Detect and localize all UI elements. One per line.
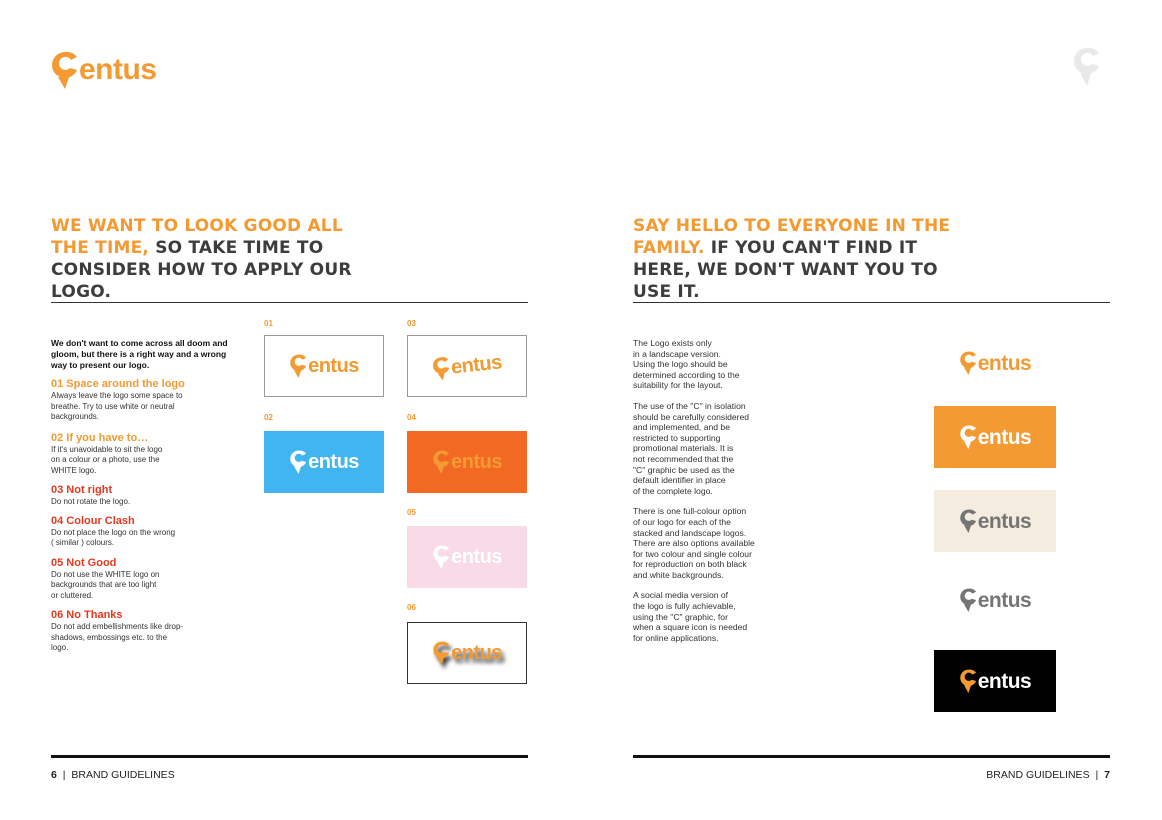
rule-text: Do not rotate the logo.	[51, 497, 131, 506]
rule-text: Do not use the WHITE logo on backgrounds that are too light or cluttered.	[51, 569, 160, 600]
family-logo	[959, 350, 1032, 376]
family-logo	[959, 508, 1032, 534]
right-text-column	[633, 338, 793, 643]
example-number: 03	[407, 319, 416, 328]
paragraph: There is one full-colour option of our logo for each of the stacked and landscape logos. There are also options available for two colour and single colour for reproduction on both black and white backgrounds.	[633, 506, 755, 580]
logo-wordmark: entus	[977, 588, 1032, 612]
footer-label: BRAND GUIDELINES	[71, 769, 175, 781]
page-number: 7	[1104, 769, 1110, 781]
example-number: 01	[264, 319, 273, 328]
rule-text: Do not add embellishments like drop-shadows, embossings etc. to the logo.	[51, 622, 184, 652]
logo-wordmark: entus	[451, 642, 502, 664]
example-logo	[289, 353, 359, 379]
c-watermark-icon	[1072, 46, 1102, 93]
c-pin-icon	[432, 449, 451, 475]
c-pin-icon	[959, 350, 978, 376]
left-headline	[51, 215, 381, 303]
left-footer	[51, 769, 175, 781]
rule-title: 05 Not Good	[51, 556, 117, 569]
example-logo-rotated	[431, 349, 503, 382]
c-pin-icon	[959, 424, 978, 450]
footer-label: BRAND GUIDELINES	[986, 769, 1090, 781]
paragraph: The use of the "C" in isolation should be carefully considered and implemented, and be restricted to supporting promotional materials. It is not recommended that the "C" graphic be used as the default identifier in place of the complete logo.	[633, 400, 750, 496]
c-pin-icon	[432, 640, 451, 666]
rule-02	[51, 432, 231, 477]
family-logo	[959, 668, 1032, 694]
logo-wordmark: entus	[977, 509, 1032, 533]
family-logo-on-black	[934, 650, 1056, 712]
logo-wordmark: entus	[308, 451, 359, 473]
page-number: 6	[51, 769, 57, 781]
footer-separator: |	[62, 769, 66, 781]
right-headline-dark: IF YOU CAN'T FIND IT HERE, WE DON'T WANT YOU TO USE IT.	[633, 238, 938, 302]
c-pin-icon	[50, 50, 80, 90]
left-headline-dark: SO TAKE TIME TO CONSIDER HOW TO APPLY OUR LOGO.	[51, 238, 352, 302]
family-logo-grey	[934, 569, 1056, 631]
example-03-box	[407, 335, 527, 397]
footer-separator: |	[1095, 769, 1099, 781]
example-logo	[289, 449, 359, 475]
left-rules-column	[51, 338, 231, 654]
rule-title: 06 No Thanks	[51, 609, 123, 621]
paragraph: A social media version of the logo is fully achievable, using the "C" graphic, for when a square icon is needed for online applications.	[633, 590, 748, 643]
right-headline	[633, 215, 963, 303]
family-logo-on-cream	[934, 490, 1056, 552]
family-logo-on-orange	[934, 406, 1056, 468]
right-headline-orange: SAY HELLO TO EVERYONE IN THE FAMILY.	[633, 216, 951, 258]
rule-title: 01 Space around the logo	[51, 378, 185, 390]
left-headline-orange: WE WANT TO LOOK GOOD ALL THE TIME,	[51, 216, 343, 258]
rule-04	[51, 515, 231, 549]
c-pin-icon	[289, 353, 308, 379]
rule-03	[51, 484, 231, 508]
logo-wordmark: entus	[79, 53, 157, 86]
left-divider	[51, 302, 528, 303]
c-pin-icon	[289, 449, 308, 475]
example-logo-shadow	[432, 640, 502, 666]
logo-wordmark: entus	[451, 546, 502, 568]
c-pin-icon	[959, 587, 978, 613]
rule-06	[51, 609, 231, 654]
right-divider	[633, 302, 1110, 303]
family-logo	[959, 587, 1032, 613]
example-number: 02	[264, 413, 273, 422]
right-footer-rule	[633, 755, 1110, 758]
example-05-box	[407, 526, 527, 588]
example-06-box	[407, 622, 527, 684]
example-number: 05	[407, 508, 416, 517]
rule-title: 02 If you have to…	[51, 431, 149, 444]
rule-text: Do not place the logo on the wrong ( similar ) colours.	[51, 527, 176, 547]
example-02-box	[264, 431, 384, 493]
paragraph: The Logo exists only in a landscape version. Using the logo should be determined according to the suitability for the layout.	[633, 338, 740, 391]
rule-title: 03 Not right	[51, 484, 113, 496]
logo-wordmark: entus	[451, 451, 502, 473]
rule-text: Always leave the logo some space to breathe. Try to use white or neutral backgrounds.	[51, 391, 183, 421]
rule-title: 04 Colour Clash	[51, 514, 135, 527]
logo-wordmark: entus	[977, 425, 1032, 449]
c-pin-icon	[959, 508, 978, 534]
right-footer	[986, 769, 1110, 781]
example-number: 06	[407, 603, 416, 612]
family-logo	[959, 424, 1032, 450]
example-logo	[432, 544, 502, 570]
example-number: 04	[407, 413, 416, 422]
c-pin-icon	[432, 544, 451, 570]
rule-01	[51, 378, 231, 423]
example-01-box	[264, 335, 384, 397]
rule-05	[51, 557, 231, 602]
example-logo	[432, 449, 502, 475]
left-footer-rule	[51, 755, 528, 758]
centus-header-logo	[50, 50, 157, 90]
family-logo-full-colour	[934, 332, 1056, 394]
logo-wordmark: entus	[450, 351, 503, 379]
intro-text: We don't want to come across all doom and gloom, but there is a right way and a wrong way to present our logo.	[51, 338, 228, 370]
logo-wordmark: entus	[977, 669, 1032, 693]
logo-wordmark: entus	[977, 351, 1032, 375]
rule-text: If it's unavoidable to sit the logo on a colour or a photo, use the WHITE logo.	[51, 444, 163, 475]
example-04-box	[407, 431, 527, 493]
c-pin-icon	[959, 668, 978, 694]
logo-wordmark: entus	[308, 355, 359, 377]
